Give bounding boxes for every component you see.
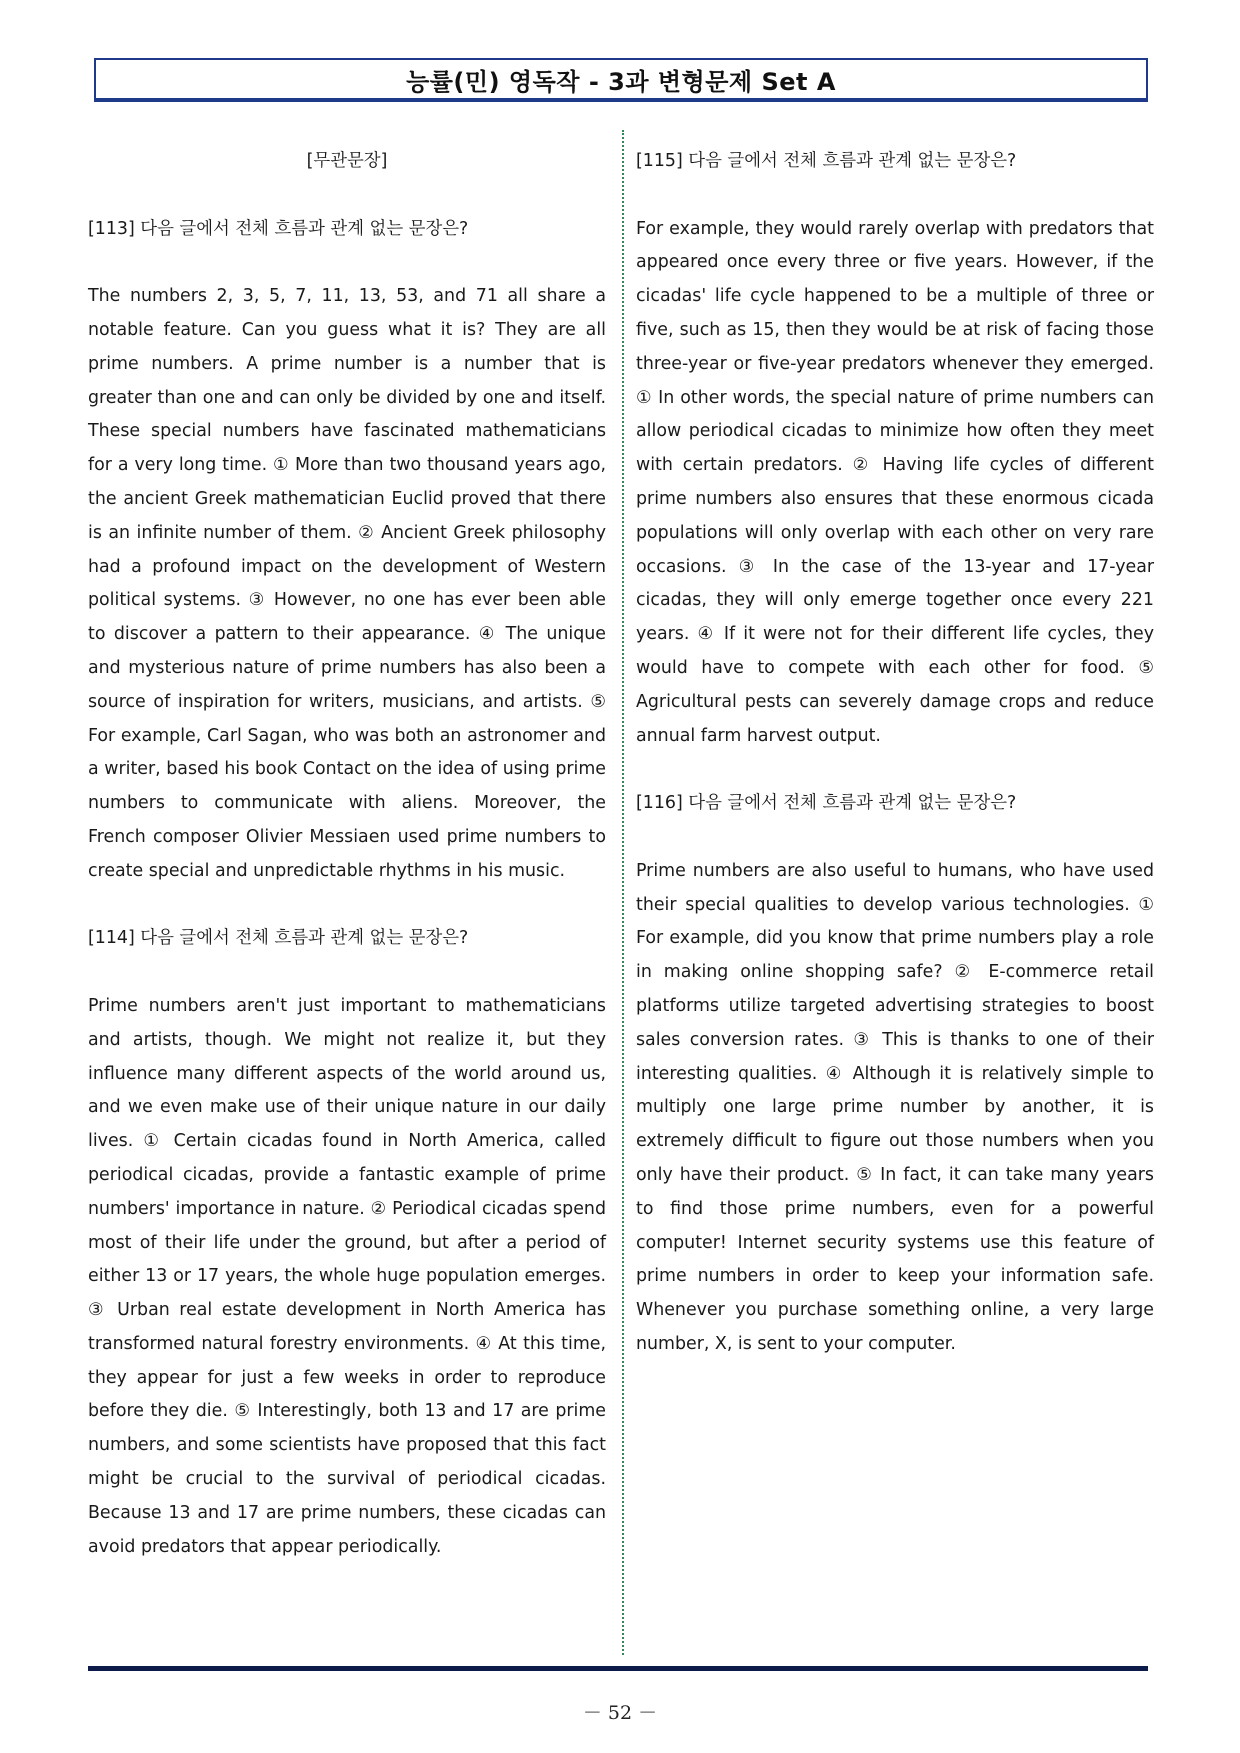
- right-column: [636, 145, 1154, 1362]
- column-divider: [622, 130, 624, 1655]
- section-label: [무관문장]: [306, 151, 388, 171]
- question-115-passage: For example, they would rarely overlap with predators that appeared once every three or five years. However, if the cicadas' life cycle happened to be a multiple of three or five, such as 15, then they would be at risk of facing those three-year or five-year predators whenever they emerged. ① In other words, the special nature of prime numbers can allow periodical cicadas to minimize how often they meet with certain predators. ② Having life cycles of different prime numbers also ensures that these enormous cicada populations will only overlap with each other on very rare occasions. ③ In the case of the 13-year and 17-year cicadas, they will only emerge together once every 221 years. ④ If it were not for their different life cycles, they would have to compete with each other for food. ⑤ Agricultural pests can severely damage crops and reduce annual farm harvest output.: [636, 218, 1154, 746]
- title-box: [94, 58, 1148, 102]
- page-number: － 52 －: [582, 1702, 658, 1724]
- left-column: [88, 145, 606, 1564]
- footer-rule: [88, 1666, 1148, 1671]
- question-115-prompt: [115] 다음 글에서 전체 흐름과 관계 없는 문장은?: [636, 151, 1017, 171]
- question-113-prompt: [113] 다음 글에서 전체 흐름과 관계 없는 문장은?: [88, 218, 469, 239]
- question-114-prompt: [114] 다음 글에서 전체 흐름과 관계 없는 문장은?: [88, 928, 469, 949]
- question-113-passage: The numbers 2, 3, 5, 7, 11, 13, 53, and 71 all share a notable feature. Can you guess what it is? They are all prime numbers. A prime number is a number that is greater than one and can only be divided by one and itself. These special numbers have fascinated mathematicians for a very long time. ① More than two thousand years ago, the ancient Greek mathematician Euclid proved that there is an infinite number of them. ② Ancient Greek philosophy had a profound impact on the development of Western political systems. ③ However, no one has ever been able to discover a pattern to their appearance. ④ The unique and mysterious nature of prime numbers has also been a source of inspiration for writers, musicians, and artists. ⑤ For example, Carl Sagan, who was both an astronomer and a writer, based his book Contact on the idea of using prime numbers to communicate with aliens. Moreover, the French composer Olivier Messiaen used prime numbers to create special and unpredictable rhythms in his music.: [88, 286, 606, 881]
- question-114-passage: Prime numbers aren't just important to mathematicians and artists, though. We might not realize it, but they influence many different aspects of the world around us, and we even make use of their unique nature in our daily lives. ① Certain cicadas found in North America, called periodical cicadas, provide a fantastic example of prime numbers' importance in nature. ② Periodical cicadas spend most of their life under the ground, but after a period of either 13 or 17 years, the whole huge population emerges. ③ Urban real estate development in North America has transformed natural forestry environments. ④ At this time, they appear for just a few weeks in order to reproduce before they die. ⑤ Interestingly, both 13 and 17 are prime numbers, and some scientists have proposed that this fact might be crucial to the survival of periodical cicadas. Because 13 and 17 are prime numbers, these cicadas can avoid predators that appear periodically.: [88, 995, 606, 1557]
- page-title: 능률(민) 영독작 - 3과 변형문제 Set A: [406, 67, 836, 96]
- question-116-passage: Prime numbers are also useful to humans, who have used their special qualities to develop various technologies. ① For example, did you know that prime numbers play a role in making online shopping safe? ② E-commerce retail platforms utilize targeted advertising strategies to boost sales conversion rates. ③ This is thanks to one of their interesting qualities. ④ Although it is relatively simple to multiply one large prime number by another, it is extremely difficult to figure out those numbers when you only have their product. ⑤ In fact, it can take many years to find those prime numbers, even for a powerful computer! Internet security systems use this feature of prime numbers in order to keep your information safe. Whenever you purchase something online, a very large number, X, is sent to your computer.: [636, 860, 1154, 1354]
- question-116-prompt: [116] 다음 글에서 전체 흐름과 관계 없는 문장은?: [636, 793, 1017, 814]
